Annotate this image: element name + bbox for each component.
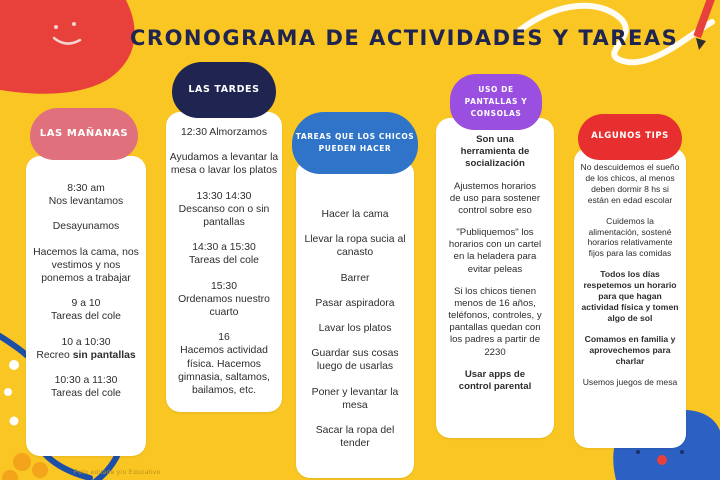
list-item: Sacar la ropa del tender — [315, 425, 395, 450]
item-text-bold: sin pantallas — [72, 349, 136, 361]
item-text: Desayunamos — [52, 221, 120, 233]
header-tips-label: ALGUNOS TIPS — [591, 131, 669, 142]
flower-petal — [13, 453, 31, 471]
list-item — [30, 336, 142, 362]
list-item — [168, 241, 280, 267]
item-text: Hacemos la cama, nos vestimos y nos ponemos a trabajar — [33, 246, 139, 285]
list-tips — [580, 162, 680, 387]
list-item — [168, 280, 280, 320]
footer-note: Foto editada y/o Educativo — [74, 470, 161, 476]
list-item — [30, 220, 142, 233]
item-time: 15:30 — [210, 280, 237, 292]
list-item: Llevar la ropa sucia al canasto — [304, 234, 406, 259]
red-blob-eye-right — [72, 22, 76, 26]
item-time: 8:30 am — [67, 183, 105, 194]
item-time: 14:30 a 15:30 — [192, 242, 256, 254]
item-text: Tareas del cole — [51, 388, 121, 400]
list-item: Son una herramienta de socialización — [460, 134, 530, 170]
list-pantallas — [448, 134, 542, 393]
flower-petal — [32, 462, 48, 478]
list-item: Usar apps de control parental — [458, 368, 532, 392]
list-item: Poner y levantar la mesa — [311, 386, 399, 411]
header-tareas-line1: TAREAS QUE LOS CHICOS — [295, 132, 415, 142]
list-item: "Publiquemos" los horarios con un cartel en la heladera para evitar peleas — [448, 227, 542, 275]
list-item: Usemos juegos de mesa — [582, 376, 678, 387]
header-pantallas-line2: PANTALLAS Y — [464, 97, 528, 106]
item-text: 12:30 Almorzamos — [180, 127, 268, 138]
item-text: Tareas del cole — [189, 255, 259, 267]
blue-blob-nose — [657, 455, 667, 465]
item-text: Recreo — [36, 349, 73, 361]
list-item: No descuidemos el sueño de los chicos, al menos deben dormir 8 hs si están en edad escolar — [580, 162, 680, 205]
list-item: Todos los días respetemos un horario para que hagan actividad física y tomen algo de sol — [581, 269, 679, 323]
header-mananas-label: LAS MAÑANAS — [39, 128, 129, 140]
item-time: 13:30 14:30 — [196, 190, 252, 202]
list-item — [30, 374, 142, 400]
header-tareas — [292, 112, 418, 174]
header-pantallas-line1: USO DE — [478, 85, 514, 94]
item-text: Hacemos actividad física. Hacemos gimnasia, saltamos, bailamos, etc. — [178, 345, 270, 397]
item-time: 16 — [218, 332, 230, 344]
list-item: Cuidemos la alimentación, sostené horarios relativamente fijos para las comidas — [587, 215, 673, 259]
list-item: Ajustemos horarios de uso para sostener control sobre eso — [449, 180, 541, 216]
pencil-tip — [696, 38, 706, 50]
white-dot — [4, 388, 12, 396]
blue-blob-eye-right — [680, 450, 684, 454]
header-pantallas-line3: CONSOLAS — [470, 109, 522, 118]
list-item — [30, 297, 142, 323]
item-text: Nos levantamos — [48, 196, 124, 208]
blue-blob-eye-left — [636, 450, 640, 454]
list-tardes — [168, 126, 280, 397]
list-item: Comamos en familia y aprovechemos para charlar — [584, 333, 676, 366]
list-item — [168, 126, 280, 139]
list-item — [168, 151, 280, 177]
list-mananas — [30, 182, 142, 400]
header-tardes — [172, 62, 276, 118]
list-item: Pasar aspiradora — [315, 297, 395, 309]
header-tips — [578, 114, 682, 160]
list-item: Si los chicos tienen menos de 16 años, teléfonos, controles, y pantallas quedan con los padres a partir de 2230 — [448, 285, 542, 358]
item-time: 10 a 10:30 — [61, 336, 111, 348]
list-item: Hacer la cama — [321, 209, 389, 220]
item-text: Descanso con o sin pantallas — [178, 203, 270, 229]
flower-petal — [2, 470, 18, 480]
header-mananas — [30, 108, 138, 160]
item-text: Ordenamos nuestro cuarto — [178, 293, 270, 319]
list-item: Guardar sus cosas luego de usarlas — [311, 348, 399, 373]
page-title: CRONOGRAMA DE ACTIVIDADES Y TAREAS — [130, 26, 679, 50]
item-time: 9 a 10 — [71, 298, 101, 310]
white-dot — [9, 360, 19, 370]
item-time: 10:30 a 11:30 — [54, 375, 118, 387]
item-text: Tareas del cole — [51, 311, 121, 323]
white-dot — [10, 417, 19, 426]
list-item — [30, 182, 142, 208]
red-blob-face — [0, 0, 135, 94]
list-tareas — [302, 208, 408, 450]
list-item: Barrer — [340, 272, 370, 284]
header-pantallas — [450, 74, 542, 130]
list-item — [168, 331, 280, 397]
list-item: Lavar los platos — [318, 323, 392, 335]
header-tareas-line2: PUEDEN HACER — [318, 144, 392, 153]
header-tardes-label: LAS TARDES — [188, 83, 260, 95]
red-blob-eye-left — [54, 25, 58, 29]
item-text: Ayudamos a levantar la mesa o lavar los platos — [169, 152, 279, 177]
list-item — [30, 246, 142, 286]
list-item — [168, 190, 280, 230]
